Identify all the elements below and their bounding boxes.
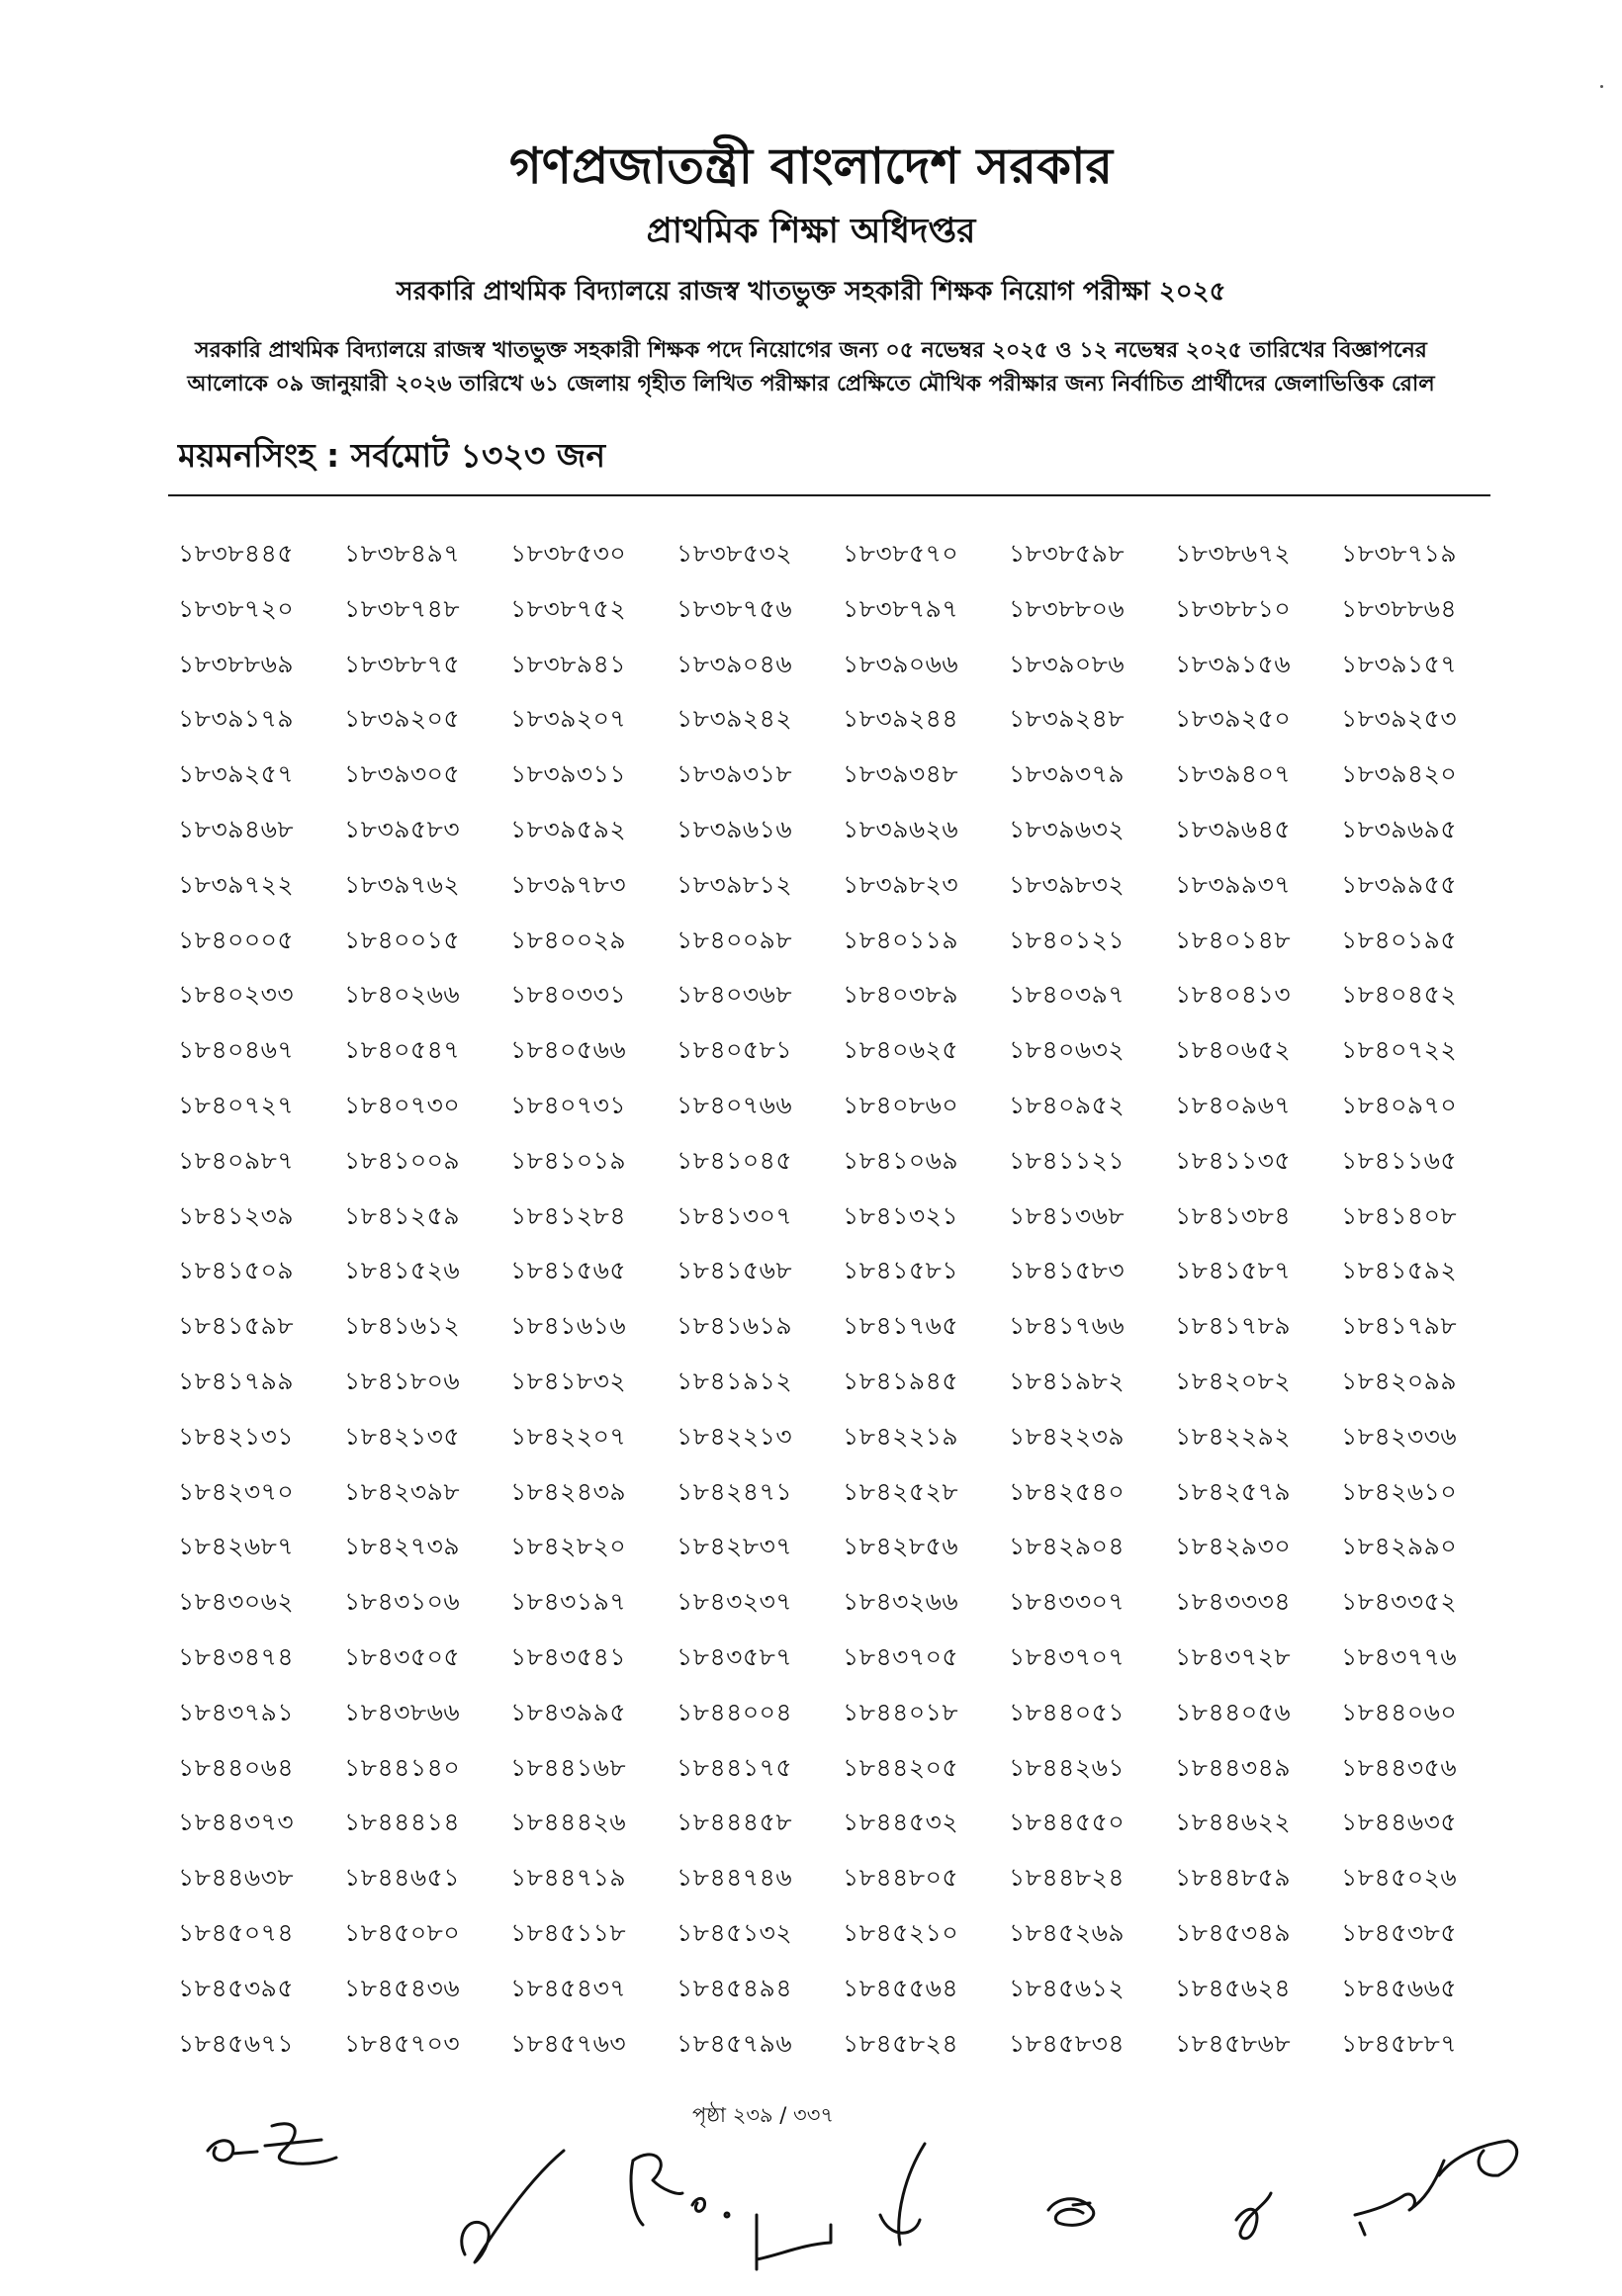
roll-number: ১৮৩৯৭৮৩: [510, 869, 627, 899]
roll-number: ১৮৪৪৬২২: [1175, 1808, 1292, 1837]
roll-number: ১৮৪৩৭৯১: [178, 1697, 295, 1726]
roll-number: ১৮৩৯৩১৮: [676, 759, 793, 789]
roll-number: ১৮৪৩৯৯৫: [510, 1697, 627, 1726]
roll-number: ১৮৪০৬২৫: [843, 1035, 959, 1065]
roll-number: ১৮৩৯৩০৫: [344, 759, 461, 789]
roll-number: ১৮৩৮৭৫৬: [676, 593, 793, 623]
page-number: পৃষ্ঠা ২৩৯ / ৩৩৭: [692, 2103, 835, 2127]
roll-number: ১৮৪১০১৯: [510, 1145, 627, 1175]
roll-number: ১৮৪১৪০৮: [1341, 1200, 1458, 1230]
roll-number: ১৮৩৮৫৩০: [510, 539, 627, 568]
roll-number: ১৮৪৩৭০৫: [843, 1641, 959, 1671]
roll-number: ১৮৪৪১৭৫: [676, 1752, 793, 1782]
roll-number: ১৮৪১৫৯৮: [178, 1311, 295, 1341]
roll-number: ১৮৪৪৬৩৫: [1341, 1808, 1458, 1837]
roll-number: ১৮৩৮৮৬৯: [178, 649, 295, 678]
roll-number: ১৮৪০৬৩২: [1009, 1035, 1126, 1065]
roll-number: ১৮৪০৭২৭: [178, 1090, 295, 1119]
roll-number: ১৮৪০৮৬০: [843, 1090, 959, 1119]
roll-number: ১৮৪০৯৮৭: [178, 1145, 295, 1175]
roll-number: ১৮৪২২০৭: [510, 1421, 627, 1451]
roll-number: ১৮৩৮৬৭২: [1175, 539, 1292, 568]
roll-number: ১৮৪৪৩৭৩: [178, 1808, 295, 1837]
roll-number: ১৮৪১১৬৫: [1341, 1145, 1458, 1175]
exam-title: সরকারি প্রাথমিক বিদ্যালয়ে রাজস্ব খাতভুক্ত সহকারী শিক্ষক নিয়োগ পরীক্ষা ২০২৫: [396, 277, 1226, 307]
roll-number: ১৮৪২৮৫৬: [843, 1532, 959, 1561]
roll-number: ১৮৪০৭২২: [1341, 1035, 1458, 1065]
roll-number: ১৮৪০১২১: [1009, 925, 1126, 954]
roll-number: ১৮৪০৫৬৬: [510, 1035, 627, 1065]
roll-number: ১৮৪৩৭২৮: [1175, 1641, 1292, 1671]
roll-number: ১৮৩৮৮৬৪: [1341, 593, 1458, 623]
roll-number: ১৮৪০০১৫: [344, 925, 461, 954]
roll-number: ১৮৪৪৪২৬: [510, 1808, 627, 1837]
roll-number: ১৮৪৩৪৭৪: [178, 1641, 295, 1671]
roll-number: ১৮৪১৩২১: [843, 1200, 959, 1230]
roll-number: ১৮৩৯৪০৭: [1175, 759, 1292, 789]
roll-number: ১৮৩৯৩৪৮: [843, 759, 959, 789]
signature-8: [1355, 2141, 1517, 2235]
signature-2: [462, 2151, 564, 2262]
roll-number: ১৮৪০৭৩০: [344, 1090, 461, 1119]
roll-number: ১৮৩৯৬১৬: [676, 814, 793, 843]
roll-number: ১৮৪১১২১: [1009, 1145, 1126, 1175]
roll-number: ১৮৪৪০৫১: [1009, 1697, 1126, 1726]
roll-number: ১৮৪৩০৬২: [178, 1587, 295, 1617]
roll-number-grid: [178, 534, 1484, 2078]
roll-number: ১৮৪৩১০৬: [344, 1587, 461, 1617]
roll-number: ১৮৩৯৬৩২: [1009, 814, 1126, 843]
roll-number: ১৮৩৮৭৯৭: [843, 593, 959, 623]
roll-number: ১৮৪১৫৬৮: [676, 1256, 793, 1285]
roll-number: ১৮৩৮৭২০: [178, 593, 295, 623]
roll-number: ১৮৪১৭৮৯: [1175, 1311, 1292, 1341]
roll-number: ১৮৪৪২০৫: [843, 1752, 959, 1782]
roll-number: ১৮৪২২১৩: [676, 1421, 793, 1451]
roll-number: ১৮৪৫০৮০: [344, 1917, 461, 1947]
roll-number: ১৮৪১৬১২: [344, 1311, 461, 1341]
department-title: প্রাথমিক শিক্ষা অধিদপ্তর: [646, 212, 976, 251]
roll-number: ১৮৪৪০৫৬: [1175, 1697, 1292, 1726]
roll-number: ১৮৪০৭৬৬: [676, 1090, 793, 1119]
roll-number: ১৮৪৪০০৪: [676, 1697, 793, 1726]
roll-number: ১৮৪০০০৫: [178, 925, 295, 954]
scan-dot: [1600, 85, 1603, 88]
roll-number: ১৮৪০৫৮১: [676, 1035, 793, 1065]
roll-number: ১৮৪৫০৭৪: [178, 1917, 295, 1947]
roll-number: ১৮৪১৭৬৫: [843, 1311, 959, 1341]
roll-number: ১৮৪৫২৬৯: [1009, 1917, 1126, 1947]
roll-number: ১৮৪২০৮২: [1175, 1366, 1292, 1395]
roll-number: ১৮৪৫৫৬৪: [843, 1973, 959, 2002]
roll-number: ১৮৪১৮০৬: [344, 1366, 461, 1395]
roll-number: ১৮৪১৫০৯: [178, 1256, 295, 1285]
roll-number: ১৮৩৯৬২৬: [843, 814, 959, 843]
roll-number: ১৮৪৩৫০৫: [344, 1641, 461, 1671]
roll-number: ১৮৪২৮২০: [510, 1532, 627, 1561]
roll-number: ১৮৪১৯১২: [676, 1366, 793, 1395]
roll-number: ১৮৩৮৫৩২: [676, 539, 793, 568]
roll-number: ১৮৪১০৬৯: [843, 1145, 959, 1175]
roll-number: ১৮৩৯৮২৩: [843, 869, 959, 899]
roll-number: ১৮৪০৪৬৭: [178, 1035, 295, 1065]
district-heading: ময়মনসিংহ : সর্বমোট ১৩২৩ জন: [178, 436, 606, 475]
roll-number: ১৮৪১৫২৬: [344, 1256, 461, 1285]
signature-5: [880, 2144, 925, 2245]
roll-number: ১৮৪০১৯৫: [1341, 925, 1458, 954]
roll-number: ১৮৪৫৩৪৯: [1175, 1917, 1292, 1947]
roll-number: ১৮৪৩২৩৭: [676, 1587, 793, 1617]
roll-number: ১৮৪৩৭০৭: [1009, 1641, 1126, 1671]
roll-number: ১৮৩৯২০৫: [344, 704, 461, 734]
roll-number: ১৮৩৮৮০৬: [1009, 593, 1126, 623]
roll-number: ১৮৪১৩৬৮: [1009, 1200, 1126, 1230]
roll-number: ১৮৪২৫৭৯: [1175, 1476, 1292, 1506]
roll-number: ১৮৪২৬১০: [1341, 1476, 1458, 1506]
roll-number: ১৮৪৩৮৬৬: [344, 1697, 461, 1726]
roll-number: ১৮৩৯৬৪৫: [1175, 814, 1292, 843]
roll-number: ১৮৪৩১৯৭: [510, 1587, 627, 1617]
signature-6: [1048, 2199, 1094, 2226]
roll-number: ১৮৪২২১৯: [843, 1421, 959, 1451]
signature-3: [631, 2155, 729, 2225]
roll-number: ১৮৪৫৭০৩: [344, 2028, 461, 2058]
roll-number: ১৮৩৯৭২২: [178, 869, 295, 899]
roll-number: ১৮৪২৮৩৭: [676, 1532, 793, 1561]
roll-number: ১৮৩৮৯৪১: [510, 649, 627, 678]
roll-number: ১৮৪৫৪৩৭: [510, 1973, 627, 2002]
roll-number: ১৮৪৫৬১২: [1009, 1973, 1126, 2002]
roll-number: ১৮৪৩৩০৭: [1009, 1587, 1126, 1617]
roll-number: ১৮৪৪৫৩২: [843, 1808, 959, 1837]
roll-number: ১৮৪২৯৩০: [1175, 1532, 1292, 1561]
roll-number: ১৮৪৩৫৪১: [510, 1641, 627, 1671]
roll-number: ১৮৪৫৮৮৭: [1341, 2028, 1458, 2058]
roll-number: ১৮৩৯৫৯২: [510, 814, 627, 843]
roll-number: ১৮৪১৬১৬: [510, 1311, 627, 1341]
roll-number: ১৮৪২৭৩৯: [344, 1532, 461, 1561]
roll-number: ১৮৪৫৭৯৬: [676, 2028, 793, 2058]
roll-number: ১৮৪০৫৪৭: [344, 1035, 461, 1065]
roll-number: ১৮৪১৫৬৫: [510, 1256, 627, 1285]
roll-number: ১৮৪০০২৯: [510, 925, 627, 954]
roll-number: ১৮৪৫৬৭১: [178, 2028, 295, 2058]
roll-number: ১৮৪২৩৩৬: [1341, 1421, 1458, 1451]
roll-number: ১৮৪০৯৫২: [1009, 1090, 1126, 1119]
government-title: গণপ্রজাতন্ত্রী বাংলাদেশ সরকার: [509, 137, 1113, 195]
roll-number: ১৮৪১৫৯২: [1341, 1256, 1458, 1285]
roll-number: ১৮৪৪৪৫৮: [676, 1808, 793, 1837]
roll-number: ১৮৪০০৯৮: [676, 925, 793, 954]
roll-number: ১৮৪১৫৮৩: [1009, 1256, 1126, 1285]
roll-number: ১৮৩৯১৫৬: [1175, 649, 1292, 678]
roll-number: ১৮৩৯২০৭: [510, 704, 627, 734]
roll-number: ১৮৪৪৭১৯: [510, 1863, 627, 1893]
roll-number: ১৮৪৫৩৮৫: [1341, 1917, 1458, 1947]
roll-number: ১৮৪০৯৬৭: [1175, 1090, 1292, 1119]
roll-number: ১৮৩৮৭১৯: [1341, 539, 1458, 568]
roll-number: ১৮৪৪১৬৮: [510, 1752, 627, 1782]
roll-number: ১৮৪১৭৬৬: [1009, 1311, 1126, 1341]
roll-number: ১৮৪৫১১৮: [510, 1917, 627, 1947]
roll-number: ১৮৩৯২৪৮: [1009, 704, 1126, 734]
roll-number: ১৮৪৫৮৬৮: [1175, 2028, 1292, 2058]
roll-number: ১৮৩৯৬৯৫: [1341, 814, 1458, 843]
roll-number: ১৮৩৯৮৩২: [1009, 869, 1126, 899]
roll-number: ১৮৪১২৩৯: [178, 1200, 295, 1230]
roll-number: ১৮৪১২৮৪: [510, 1200, 627, 1230]
roll-number: ১৮৪০৩৬৮: [676, 980, 793, 1010]
notice-line-2: আলোকে ০৯ জানুয়ারী ২০২৬ তারিখে ৬১ জেলায় গৃহীত লিখিত পরীক্ষার প্রেক্ষিতে মৌখিক পরীক্ষার জন্য নির্বাচিত প্রার্থীদের জেলাভিত্তিক রোল: [187, 372, 1435, 397]
roll-number: ১৮৪৫৩৯৫: [178, 1973, 295, 2002]
signature-4: [757, 2215, 831, 2269]
roll-number: ১৮৪০৩৮৯: [843, 980, 959, 1010]
roll-number: ১৮৪০৪৫২: [1341, 980, 1458, 1010]
roll-number: ১৮৪৫২১০: [843, 1917, 959, 1947]
roll-number: ১৮৩৯০৮৬: [1009, 649, 1126, 678]
roll-number: ১৮৪০১৪৮: [1175, 925, 1292, 954]
roll-number: ১৮৩৯৩৭৯: [1009, 759, 1126, 789]
roll-number: ১৮৩৯০৪৬: [676, 649, 793, 678]
roll-number: ১৮৪২৪৩৯: [510, 1476, 627, 1506]
roll-number: ১৮৩৯৩১১: [510, 759, 627, 789]
roll-number: ১৮৪৩২৬৬: [843, 1587, 959, 1617]
roll-number: ১৮৪২৯৯০: [1341, 1532, 1458, 1561]
roll-number: ১৮৪৪৪১৪: [344, 1808, 461, 1837]
roll-number: ১৮৪৫০২৬: [1341, 1863, 1458, 1893]
roll-number: ১৮৪২৩৭০: [178, 1476, 295, 1506]
roll-number: ১৮৪২০৯৯: [1341, 1366, 1458, 1395]
roll-number: ১৮৩৯৪৬৮: [178, 814, 295, 843]
roll-number: ১৮৩৮৪৯৭: [344, 539, 461, 568]
roll-number: ১৮৪৪৮৫৯: [1175, 1863, 1292, 1893]
roll-number: ১৮৪২৫৪০: [1009, 1476, 1126, 1506]
roll-number: ১৮৪৪০৬০: [1341, 1697, 1458, 1726]
roll-number: ১৮৪০৩৩১: [510, 980, 627, 1010]
roll-number: ১৮৩৯৮১২: [676, 869, 793, 899]
roll-number: ১৮৩৮৮১০: [1175, 593, 1292, 623]
roll-number: ১৮৪৪৩৫৬: [1341, 1752, 1458, 1782]
roll-number: ১৮৪৫১৩২: [676, 1917, 793, 1947]
roll-number: ১৮৪১৭৯৯: [178, 1366, 295, 1395]
roll-number: ১৮৩৯৯৫৫: [1341, 869, 1458, 899]
roll-number: ১৮৩৮৭৪৮: [344, 593, 461, 623]
roll-number: ১৮৪১৩০৭: [676, 1200, 793, 1230]
roll-number: ১৮৪১৩৮৪: [1175, 1200, 1292, 1230]
roll-number: ১৮৩৯২৪৪: [843, 704, 959, 734]
roll-number: ১৮৪৩৩৩৪: [1175, 1587, 1292, 1617]
roll-number: ১৮৪০৭৩১: [510, 1090, 627, 1119]
roll-number: ১৮৩৯২৫০: [1175, 704, 1292, 734]
roll-number: ১৮৪১৭৯৮: [1341, 1311, 1458, 1341]
roll-number: ১৮৪২২৩৯: [1009, 1421, 1126, 1451]
roll-number: ১৮৪৪৭৪৬: [676, 1863, 793, 1893]
roll-number: ১৮৪১৫৮৭: [1175, 1256, 1292, 1285]
roll-number: ১৮৪৫৪৩৬: [344, 1973, 461, 2002]
roll-number: ১৮৪৪২৬১: [1009, 1752, 1126, 1782]
roll-number: ১৮৪১৮৩২: [510, 1366, 627, 1395]
roll-number: ১৮৪৩৩৫২: [1341, 1587, 1458, 1617]
signature-1: [208, 2124, 336, 2164]
roll-number: ১৮৩৮৪৪৫: [178, 539, 295, 568]
roll-number: ১৮৪৫৪৯৪: [676, 1973, 793, 2002]
roll-number: ১৮৪০৪১৩: [1175, 980, 1292, 1010]
roll-number: ১৮৪১১৩৫: [1175, 1145, 1292, 1175]
roll-number: ১৮৩৯১৭৯: [178, 704, 295, 734]
roll-number: ১৮৪১৯৪৫: [843, 1366, 959, 1395]
roll-number: ১৮৪৩৭৭৬: [1341, 1641, 1458, 1671]
roll-number: ১৮৩৯২৫৩: [1341, 704, 1458, 734]
roll-number: ১৮৩৮৮৭৫: [344, 649, 461, 678]
roll-number: ১৮৪৪০৬৪: [178, 1752, 295, 1782]
notice-line-1: সরকারি প্রাথমিক বিদ্যালয়ে রাজস্ব খাতভুক্ত সহকারী শিক্ষক পদে নিয়োগের জন্য ০৫ নভেম্বর ২০২৫ ও ১২ নভেম্বর ২০২৫ তারিখের বিজ্ঞাপনের: [195, 338, 1427, 363]
signatures: [188, 2067, 1573, 2284]
roll-number: ১৮৪২২৯২: [1175, 1421, 1292, 1451]
roll-number: ১৮৪২১৩৫: [344, 1421, 461, 1451]
roll-number: ১৮৪২৫২৮: [843, 1476, 959, 1506]
roll-number: ১৮৪২১৩১: [178, 1421, 295, 1451]
roll-number: ১৮৪২৪৭১: [676, 1476, 793, 1506]
roll-number: ১৮৪৫৬২৪: [1175, 1973, 1292, 2002]
roll-number: ১৮৪৪৬৫১: [344, 1863, 461, 1893]
roll-number: ১৮৪৩৫৮৭: [676, 1641, 793, 1671]
roll-number: ১৮৪৫৮২৪: [843, 2028, 959, 2058]
roll-number: ১৮৪৪৮২৪: [1009, 1863, 1126, 1893]
roll-number: ১৮৪৪৫৫০: [1009, 1808, 1126, 1837]
roll-number: ১৮৩৯০৬৬: [843, 649, 959, 678]
notice-text: [168, 334, 1454, 401]
roll-number: ১৮৪০৬৫২: [1175, 1035, 1292, 1065]
roll-number: ১৮৪১৬১৯: [676, 1311, 793, 1341]
roll-number: ১৮৪৫৬৬৫: [1341, 1973, 1458, 2002]
roll-number: ১৮৪১৫৮১: [843, 1256, 959, 1285]
roll-number: ১৮৪০৯৭০: [1341, 1090, 1458, 1119]
roll-number: ১৮৩৯২৫৭: [178, 759, 295, 789]
signature-7: [1236, 2193, 1271, 2239]
roll-number: ১৮৩৮৫৯৮: [1009, 539, 1126, 568]
roll-number: ১৮৪২৬৮৭: [178, 1532, 295, 1561]
roll-number: ১৮৪৪৬৩৮: [178, 1863, 295, 1893]
roll-number: ১৮৪০৩৯৭: [1009, 980, 1126, 1010]
roll-number: ১৮৪৪১৪০: [344, 1752, 461, 1782]
roll-number: ১৮৪৪৩৪৯: [1175, 1752, 1292, 1782]
roll-number: ১৮৩৯৫৮৩: [344, 814, 461, 843]
roll-number: ১৮৪১০০৯: [344, 1145, 461, 1175]
heading-divider: [168, 494, 1490, 496]
roll-number: ১৮৪৫৭৬৩: [510, 2028, 627, 2058]
roll-number: ১৮৪৫৮৩৪: [1009, 2028, 1126, 2058]
roll-number: ১৮৪১৯৮২: [1009, 1366, 1126, 1395]
roll-number: ১৮৪০১১৯: [843, 925, 959, 954]
roll-number: ১৮৪২৩৯৮: [344, 1476, 461, 1506]
roll-number: ১৮৪৪০১৮: [843, 1697, 959, 1726]
roll-number: ১৮৪০২৬৬: [344, 980, 461, 1010]
roll-number: ১৮৩৮৫৭০: [843, 539, 959, 568]
roll-number: ১৮৪১০৪৫: [676, 1145, 793, 1175]
roll-number: ১৮৪২৯০৪: [1009, 1532, 1126, 1561]
roll-number: ১৮৩৮৭৫২: [510, 593, 627, 623]
roll-number: ১৮৩৯৭৬২: [344, 869, 461, 899]
roll-number: ১৮৩৯২৪২: [676, 704, 793, 734]
roll-number: ১৮৪১২৫৯: [344, 1200, 461, 1230]
roll-number: ১৮৩৯৪২০: [1341, 759, 1458, 789]
roll-number: ১৮৩৯৯৩৭: [1175, 869, 1292, 899]
roll-number: ১৮৩৯১৫৭: [1341, 649, 1458, 678]
roll-number: ১৮৪০২৩৩: [178, 980, 295, 1010]
roll-number: ১৮৪৪৮০৫: [843, 1863, 959, 1893]
